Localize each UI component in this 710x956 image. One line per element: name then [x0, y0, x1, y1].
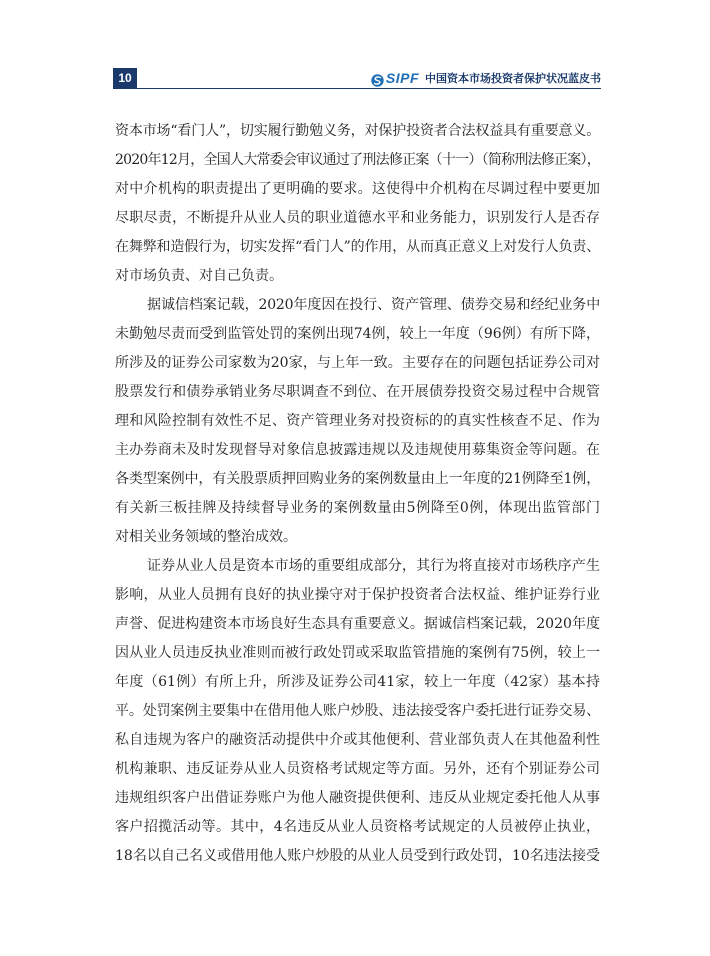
text-line: 影响，从业人员拥有良好的执业操守对于保护投资者合法权益、维护证券行业: [115, 587, 600, 603]
text-line: 2020年12月，全国人大常委会审议通过了刑法修正案（十一）（简称刑法修正案），: [115, 152, 600, 168]
text-line: 未勤勉尽责而受到监管处罚的案例出现74例，较上一年度（96例）有所下降，: [115, 326, 600, 342]
text-line: 有关新三板挂牌及持续督导业务的案例数量由5例降至0例，体现出监管部门: [115, 500, 600, 516]
body-text: [115, 117, 600, 871]
text-line: 因从业人员违反执业准则而被行政处罚或采取监管措施的案例有75例，较上一: [115, 645, 600, 661]
text-line: 资本市场“看门人”，切实履行勤勉义务，对保护投资者合法权益具有重要意义。: [115, 123, 600, 139]
text-line: 股票发行和债券承销业务尽职调查不到位、在开展债券投资交易过程中合规管: [115, 384, 600, 400]
paragraph: [115, 291, 600, 552]
text-line: 所涉及的证券公司家数为20家，与上年一致。主要存在的问题包括证券公司对: [115, 355, 600, 371]
text-line: 证券从业人员是资本市场的重要组成部分，其行为将直接对市场秩序产生: [147, 558, 600, 574]
text-line: 主办券商未及时发现督导对象信息披露违规以及违规使用募集资金等问题。在: [115, 442, 600, 458]
logo-wordmark: SIPF: [385, 70, 419, 86]
text-line: 年度（61例）有所上升，所涉及证券公司41家，较上一年度（42家）基本持: [115, 674, 600, 690]
text-line: 对相关业务领域的整治成效。: [115, 529, 297, 545]
sipf-logo-icon: [371, 72, 384, 85]
text-line: 尽职尽责，不断提升从业人员的职业道德水平和业务能力，识别发行人是否存: [115, 210, 600, 226]
header-logo-block: [371, 69, 601, 87]
text-line: 机构兼职、违反证券从业人员资格考试规定等方面。另外，还有个别证券公司: [115, 761, 600, 777]
page-number: 10: [113, 68, 137, 88]
text-line: 在舞弊和造假行为，切实发挥“看门人”的作用，从而真正意义上对发行人负责、: [115, 239, 600, 255]
text-line: 18名以自己名义或借用他人账户炒股的从业人员受到行政处罚，10名违法接受: [115, 848, 600, 864]
text-line: 对中介机构的职责提出了更明确的要求。这使得中介机构在尽调过程中要更加: [115, 181, 600, 197]
text-line: 各类型案例中，有关股票质押回购业务的案例数量由上一年度的21例降至1例，: [115, 471, 600, 487]
paragraph: [115, 117, 600, 291]
text-line: 平。处罚案例主要集中在借用他人账户炒股、违法接受客户委托进行证券交易、: [115, 703, 600, 719]
text-line: 声誉、促进构建资本市场良好生态具有重要意义。据诚信档案记载，2020年度: [115, 616, 600, 632]
text-line: 据诚信档案记载，2020年度因在投行、资产管理、债券交易和经纪业务中: [147, 297, 600, 313]
paragraph: [115, 552, 600, 871]
text-line: 私自违规为客户的融资活动提供中介或其他便利、营业部负责人在其他盈利性: [115, 732, 600, 748]
text-line: 理和风险控制有效性不足、资产管理业务对投资标的的真实性核查不足、作为: [115, 413, 600, 429]
running-header: [113, 67, 601, 89]
book-title: 中国资本市场投资者保护状况蓝皮书: [425, 72, 601, 85]
text-line: 违规组织客户出借证券账户为他人融资提供便利、违反从业规定委托他人从事: [115, 790, 600, 806]
text-line: 客户招揽活动等。其中，4名违反从业人员资格考试规定的人员被停止执业，: [115, 819, 600, 835]
text-line: 对市场负责、对自己负责。: [115, 268, 283, 284]
